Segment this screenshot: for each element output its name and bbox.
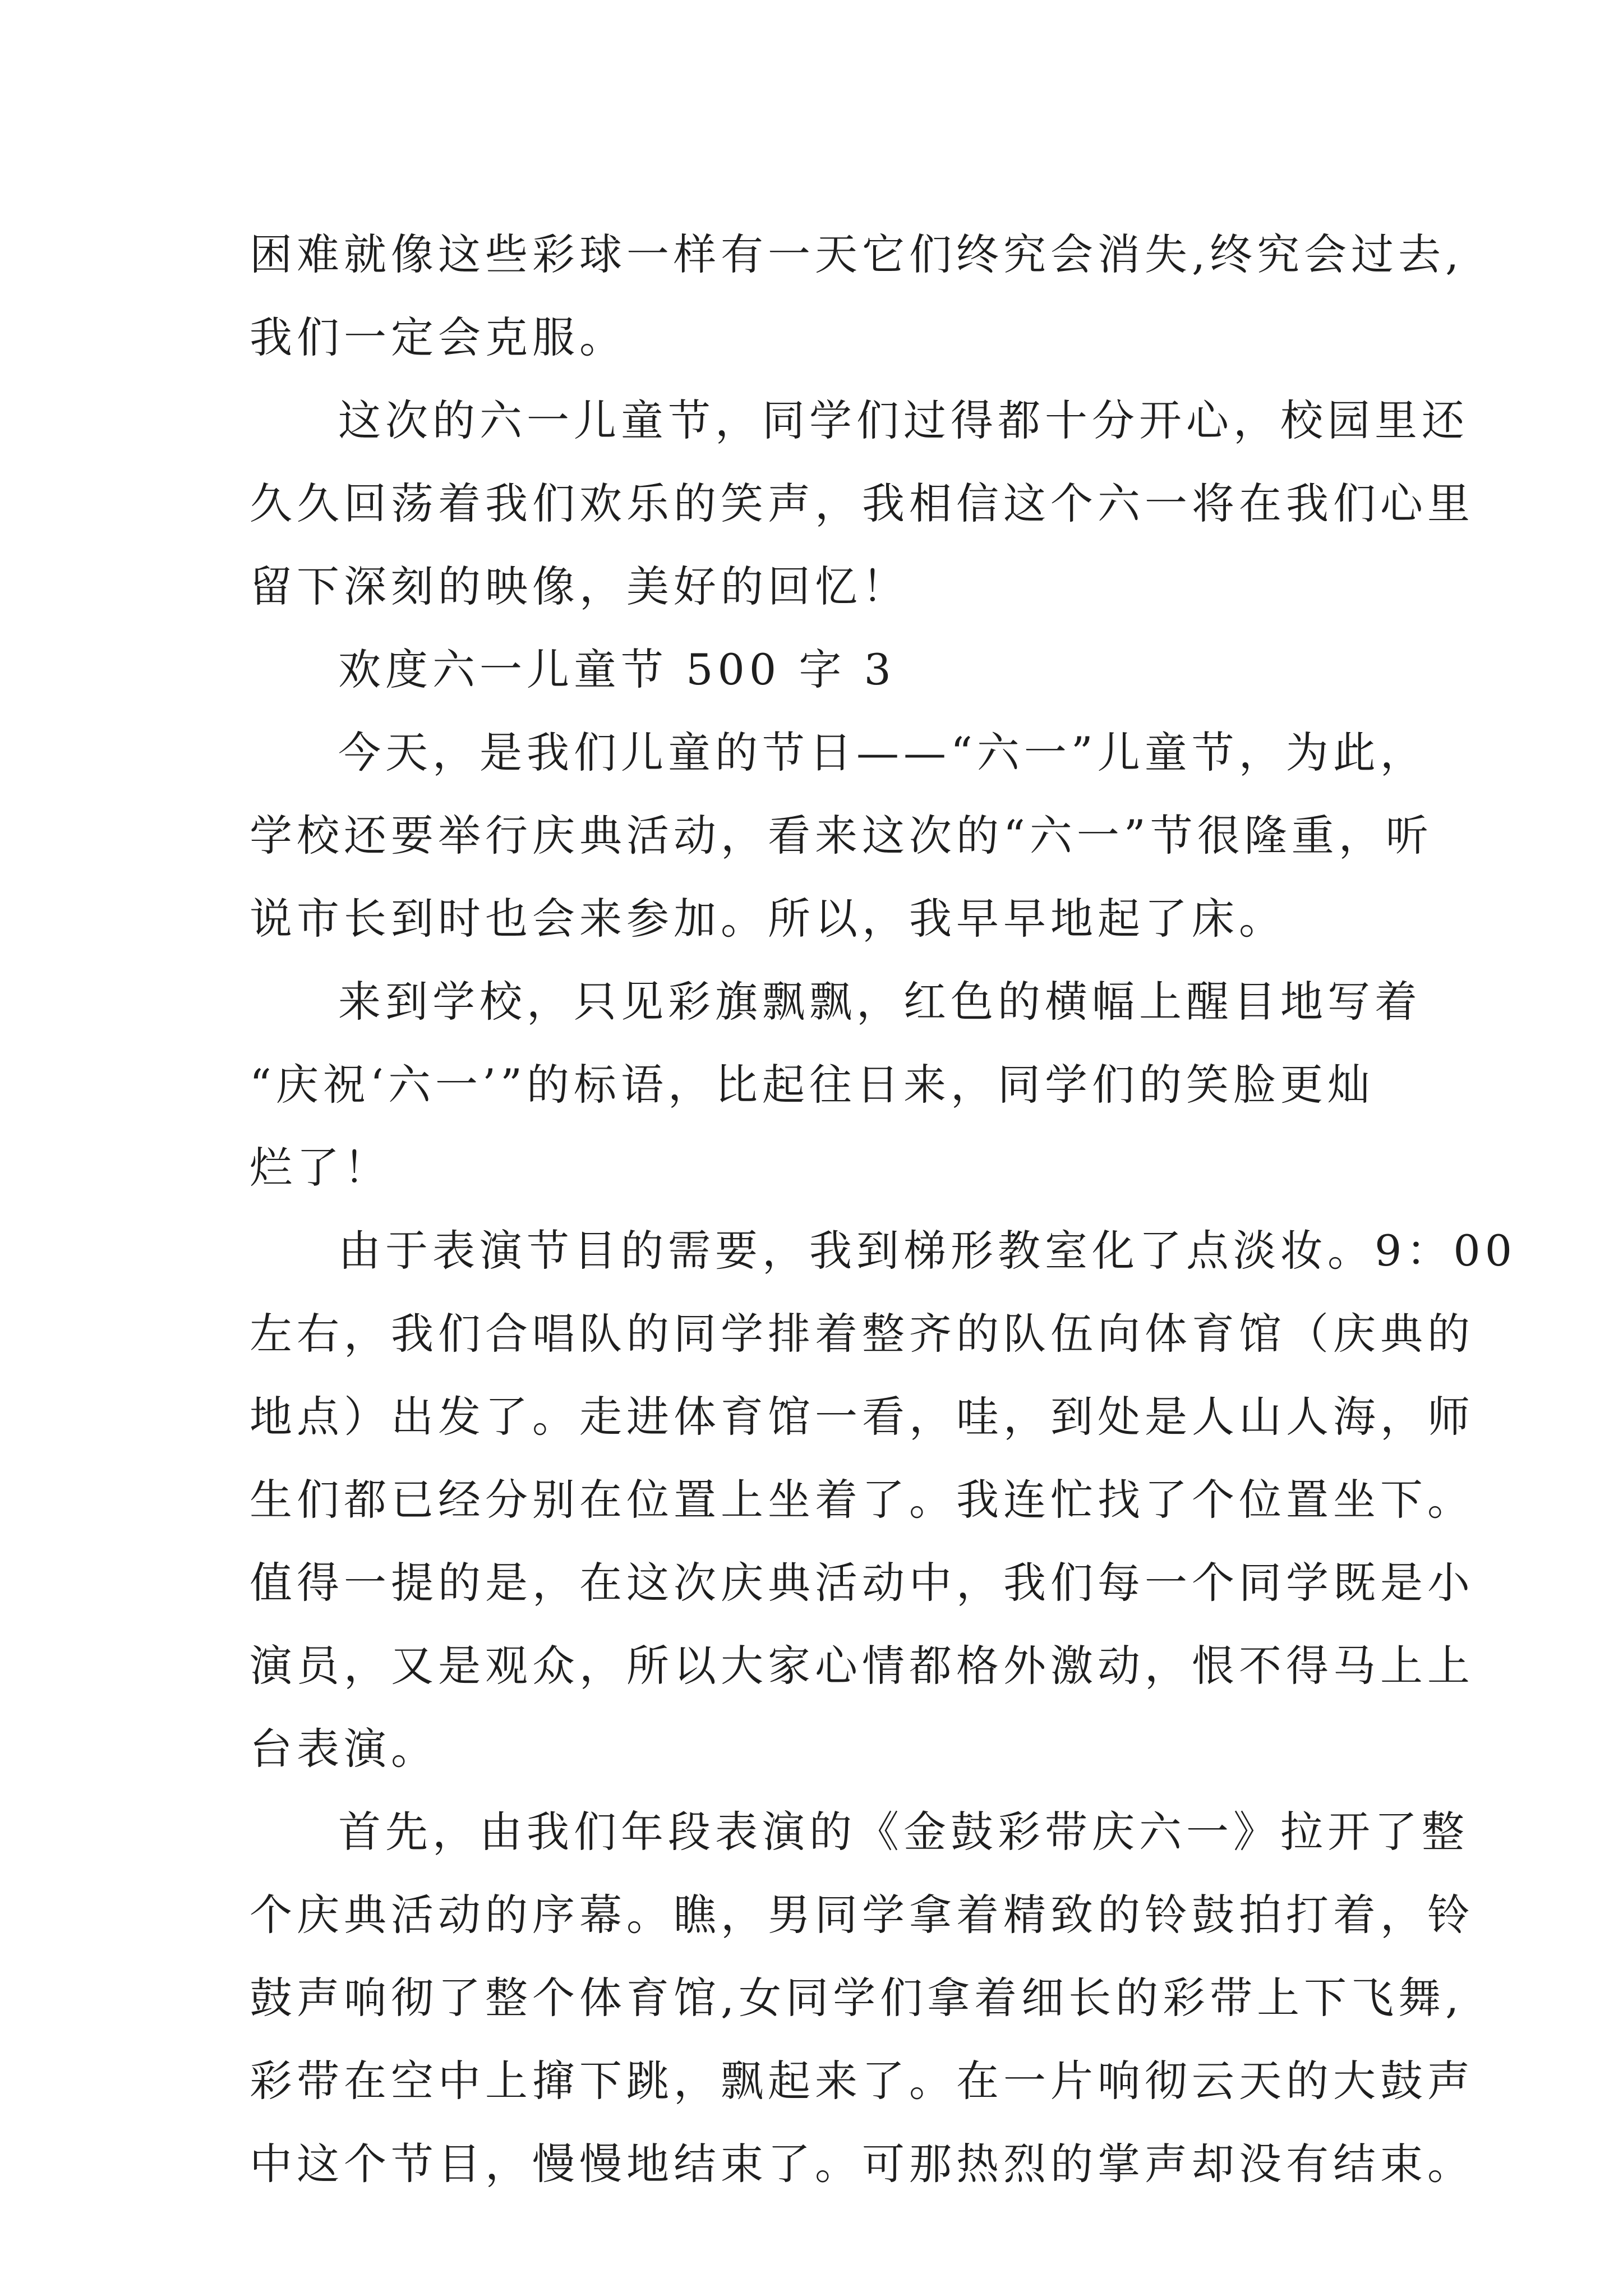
paragraph-start-line: 首先，由我们年段表演的《金鼓彩带庆六一》拉开了整 [338,1807,1469,1857]
text-line: 学校还要举行庆典活动，看来这次的“六一”节很隆重，听 [250,811,1433,861]
paragraph-start-line: 这次的六一儿童节，同学们过得都十分开心，校园里还 [338,395,1469,445]
text-line: 演员，又是观众，所以大家心情都格外激动，恨不得马上上 [250,1641,1474,1691]
text-line: 个庆典活动的序幕。瞧，男同学拿着精致的铃鼓拍打着，铃 [250,1890,1474,1940]
text-line: 台表演。 [250,1724,438,1774]
paragraph-start-line: 今天，是我们儿童的节日——“六一”儿童节，为此， [338,728,1427,777]
text-line: 生们都已经分别在位置上坐着了。我连忙找了个位置坐下。 [250,1475,1474,1525]
text-line: 中这个节目，慢慢地结束了。可那热烈的掌声却没有结束。 [250,2139,1474,2189]
text-line: 彩带在空中上撺下跳，飘起来了。在一片响彻云天的大鼓声 [250,2056,1474,2106]
text-line: 鼓声响彻了整个体育馆,女同学们拿着细长的彩带上下飞舞, [250,1973,1464,2023]
text-line: 我们一定会克服。 [250,312,626,362]
text-line: 久久回荡着我们欢乐的笑声，我相信这个六一将在我们心里 [250,478,1474,528]
text-line: 值得一提的是，在这次庆典活动中，我们每一个同学既是小 [250,1558,1474,1608]
paragraph-start-line: 来到学校，只见彩旗飘飘，红色的横幅上醒目地写着 [338,977,1422,1027]
text-line: 留下深刻的映像，美好的回忆！ [250,562,909,611]
text-line: 烂了！ [250,1143,391,1193]
section-heading: 欢度六一儿童节 500 字 3 [338,645,896,694]
text-line: 左右，我们合唱队的同学排着整齐的队伍向体育馆（庆典的 [250,1309,1474,1359]
text-line: 困难就像这些彩球一样有一天它们终究会消失,终究会过去, [250,229,1464,279]
paragraph-start-line: 由于表演节目的需要，我到梯形教室化了点淡妆。9：00 [338,1226,1517,1276]
document-body [250,213,1517,2206]
text-line: “庆祝‘六一’”的标语，比起往日来，同学们的笑脸更灿 [250,1060,1375,1110]
text-line: 地点）出发了。走进体育馆一看，哇，到处是人山人海，师 [250,1392,1474,1442]
text-line: 说市长到时也会来参加。所以，我早早地起了床。 [250,894,1286,944]
